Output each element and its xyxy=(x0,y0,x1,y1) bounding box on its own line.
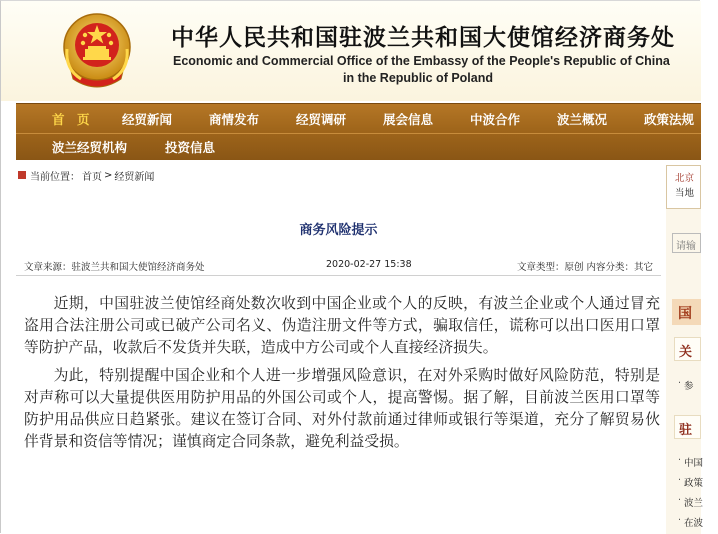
article-body xyxy=(24,293,660,459)
breadcrumb-home[interactable]: 首页 xyxy=(82,171,102,183)
nav-exhibitions[interactable]: 展会信息 xyxy=(383,112,434,127)
national-emblem-icon xyxy=(61,9,133,93)
nav-research[interactable]: 经贸调研 xyxy=(296,112,347,127)
article-paragraph-2: 为此，特别提醒中国企业和个人进一步增强风险意识，在对外采购时做好风险防范，特别是对声称可以大量提供医用防护用品的外国公司或个人，提高警惕。据了解，目前波兰医用口罩等防护用品供应日趋紧张。建议在签订合同、对外付款前通过律师或银行等渠道，充分了解贸易伙伴背景和资信等情况；谨慎商定合同条款，避免利益受损。 xyxy=(24,367,660,450)
sidebar-link-4[interactable]: · 波兰 xyxy=(684,495,701,509)
nav-row-1 xyxy=(16,106,718,132)
sidebar-link-1[interactable]: · 参 xyxy=(684,378,701,392)
right-sidebar xyxy=(666,165,704,534)
sidebar-banner[interactable]: 国 xyxy=(672,299,701,325)
sidebar-link-2[interactable]: · 中国 xyxy=(684,455,701,469)
breadcrumb xyxy=(16,165,661,185)
article-title: 商务风险提示 xyxy=(299,223,378,238)
article-type: 文章类型：原创 内容分类：其它 xyxy=(516,262,653,273)
breadcrumb-current[interactable]: 经贸新闻 xyxy=(114,171,155,183)
main-nav xyxy=(16,103,701,160)
nav-poland-overview[interactable]: 波兰概况 xyxy=(557,112,608,127)
breadcrumb-bullet-icon xyxy=(18,171,26,179)
nav-home[interactable]: 首 页 xyxy=(52,112,90,127)
nav-investment[interactable]: 投资信息 xyxy=(165,139,216,155)
breadcrumb-label: 当前位置： xyxy=(30,171,80,183)
nav-cooperation[interactable]: 中波合作 xyxy=(470,112,521,127)
breadcrumb-sep: > xyxy=(104,169,113,181)
nav-institutions[interactable]: 波兰经贸机构 xyxy=(52,139,128,155)
sidebar-link-3[interactable]: · 政策 xyxy=(684,475,701,489)
nav-policies[interactable]: 政策法规 xyxy=(644,112,695,127)
site-header xyxy=(1,1,701,101)
sidebar-heading-1: 关 xyxy=(674,337,701,361)
sidebar-search-input[interactable]: 请输 xyxy=(672,233,701,253)
article-date: 2020-02-27 15:38 xyxy=(326,259,412,270)
nav-row-2 xyxy=(16,133,701,159)
site-title-cn: 中华人民共和国驻波兰共和国大使馆经济商务处 xyxy=(171,25,675,51)
site-title-en-line2: in the Republic of Poland xyxy=(343,71,493,85)
article-source: 文章来源：驻波兰共和国大使馆经济商务处 xyxy=(24,262,205,273)
article-paragraph-1: 近期，中国驻波兰使馆经商处数次收到中国企业或个人的反映，有波兰企业或个人通过冒充盗用合法注册公司或已破产公司名义、伪造注册文件等方式，骗取信任，谎称可以出口医用口罩等防护产品，收款后不发货并失联，造成中方公司或个人直接经济损失。 xyxy=(24,295,660,356)
sidebar-time-box xyxy=(666,165,701,209)
nav-business-info[interactable]: 商情发布 xyxy=(209,112,260,127)
sidebar-time-line2: 当地 xyxy=(675,188,695,199)
article-meta xyxy=(16,254,661,276)
sidebar-heading-2: 驻 xyxy=(674,415,701,439)
article-panel xyxy=(16,191,661,534)
site-title-en-line1: Economic and Commercial Office of the Embassy of the People's Republic of China xyxy=(173,54,670,68)
sidebar-link-5[interactable]: · 在波 xyxy=(684,515,701,529)
sidebar-time-line1: 北京 xyxy=(675,173,695,184)
nav-trade-news[interactable]: 经贸新闻 xyxy=(122,112,173,127)
